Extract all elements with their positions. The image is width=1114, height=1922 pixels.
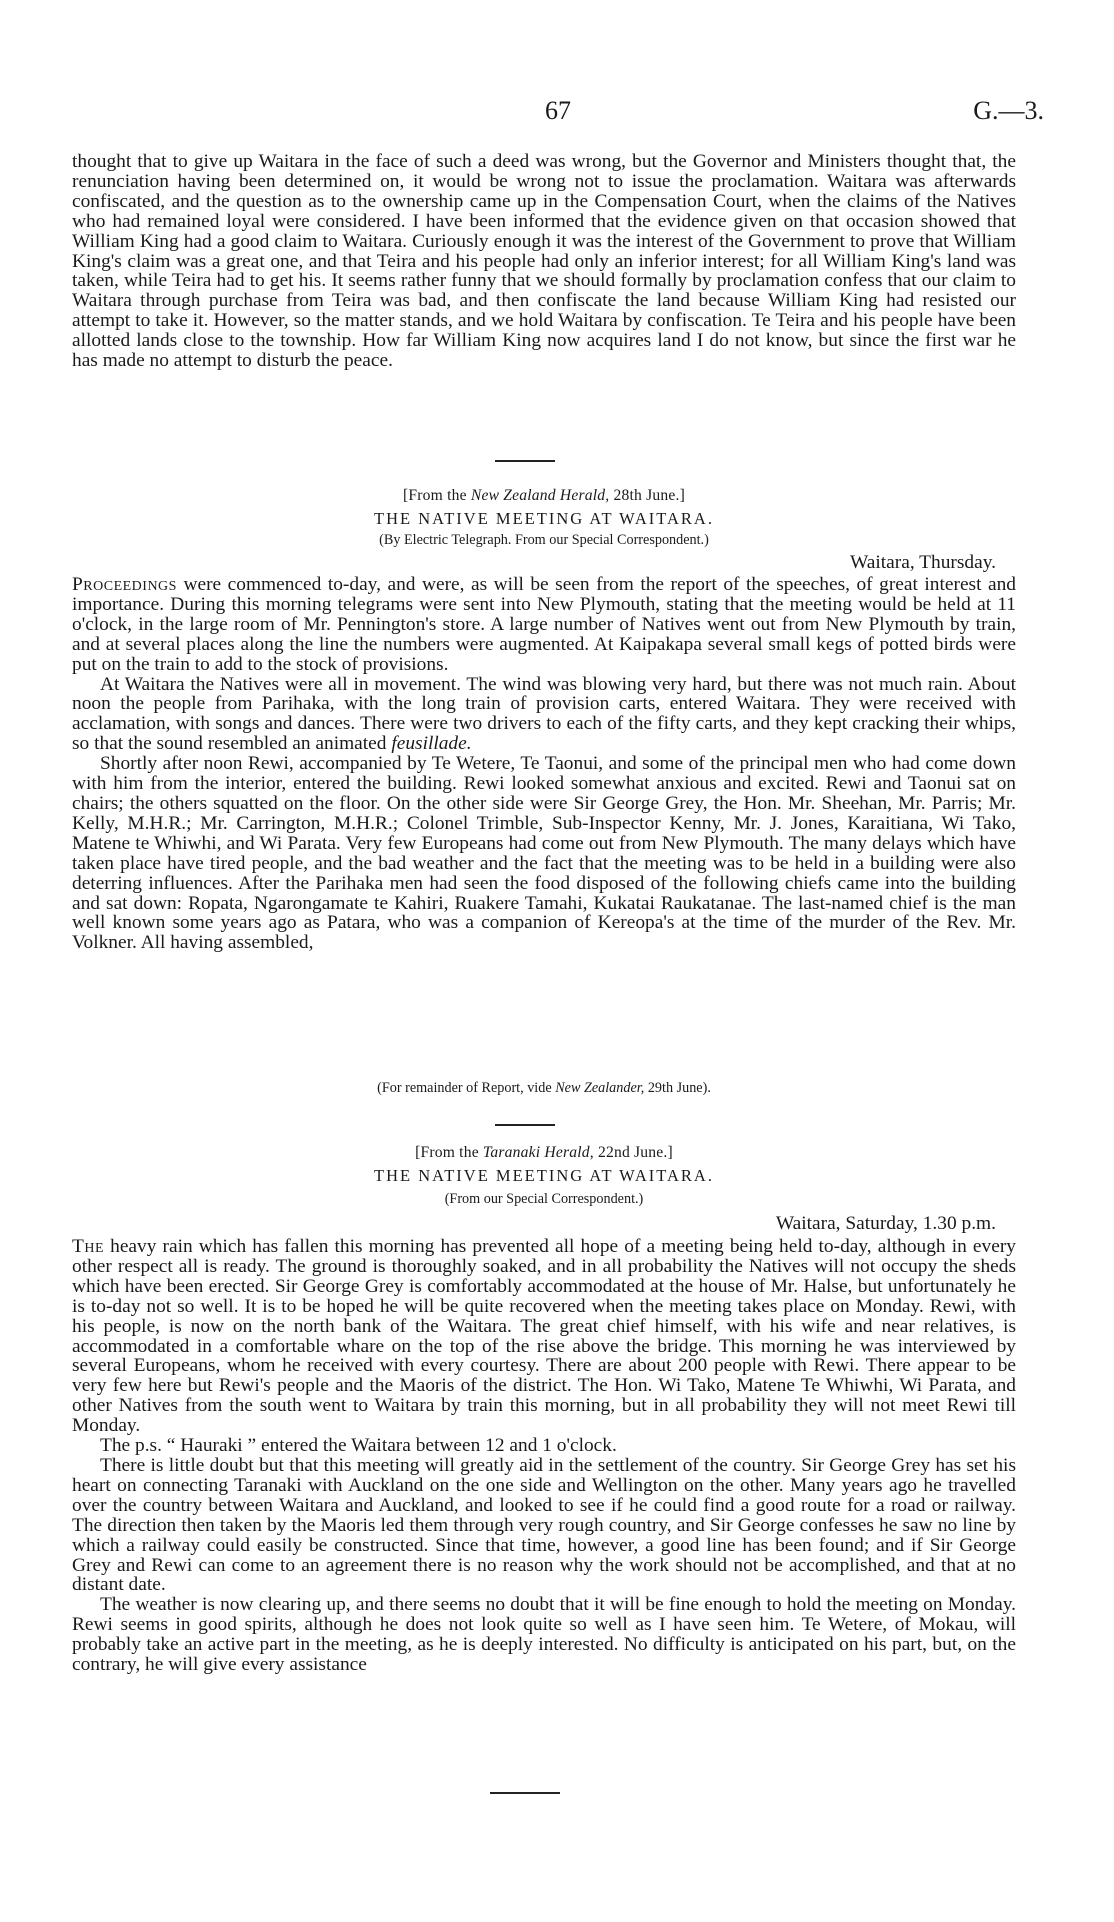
- section-divider: [495, 460, 555, 462]
- article1-lead-word: Proceedings: [72, 574, 177, 595]
- intro-paragraph-block: [72, 152, 1016, 371]
- article2-newspaper-name: Taranaki Herald,: [482, 1144, 594, 1161]
- series-reference: G.—3.: [973, 96, 1044, 125]
- article2-paragraph: The weather is now clearing up, and there seems no doubt that it will be fine enough to hold the meeting on Monday. Rewi seems in good spirits, although he does not look quite so well as I have seen him. Te Wetere, of Mokau, will probably take an active part in the meeting, as he is deeply interested. No difficulty is anticipated on his part, but, on the contrary, he will give every assistance: [72, 1594, 1016, 1676]
- article1-remainder-note: (For remainder of Report, vide New Zealander, 29th June).: [377, 1080, 711, 1096]
- article2-source: [From the Taranaki Herald, 22nd June.]: [415, 1144, 673, 1161]
- article2-paragraph: The heavy rain which has fallen this morning has prevented all hope of a meeting being held to-day, although in every other respect all is ready. The ground is thoroughly soaked, and in all probability the Natives will not occupy the sheds which have been erected. Sir George Grey is comfortably accommodated at the house of Mr. Halse, but unfortunately he is to-day not so well. It is to be hoped he will be quite recovered when the meeting takes place on Monday. Rewi, with his people, is now on the north bank of the Waitara. The great chief himself, with his wife and near relatives, is accommodated in a comfortable whare on the top of the rise above the bridge. This morning he was interviewed by several Europeans, whom he received with every courtesy. There are about 200 people with Rewi. There appear to be very few here but Rewi's people and the Maoris of the district. The Hon. Wi Tako, Matene Te Whiwhi, Wi Parata, and other Natives from the south went to Waitara by train this morning, but in all probability they will not meet Rewi till Monday.: [72, 1236, 1016, 1437]
- page-number: 67: [545, 96, 571, 125]
- article2-body: [72, 1237, 1016, 1675]
- article2-paragraph: There is little doubt but that this meeting will greatly aid in the settlement of the country. Sir George Grey has set his heart on connecting Taranaki with Auckland on the one side and Wellington on the other. Many years ago he travelled over the country between Waitara and Auckland, and looked to see if he could find a good route for a road or railway. The direction then taken by the Maoris led them through very rough country, and Sir George confesses he saw no line by which a railway could easily be constructed. Since that time, however, a good line has been found; and if Sir George Grey and Rewi can come to an agreement there is no reason why the work should not be accomplished, and that at no distant date.: [72, 1454, 1016, 1596]
- article1-paragraph: Proceedings were commenced to-day, and were, as will be seen from the report of the speeches, of great interest and importance. During this morning telegrams were sent into New Plymouth, stating that the meeting would be held at 11 o'clock, in the large room of Mr. Pennington's store. A large number of Natives went out from New Plymouth by train, and at several places along the line the numbers were augmented. At Kaipakapa several small kegs of potted birds were put on the train to add to the stock of provisions.: [72, 574, 1016, 675]
- article2-credit: (From our Special Correspondent.): [444, 1191, 644, 1207]
- article1-source: [From the New Zealand Herald, 28th June.]: [403, 487, 685, 504]
- section-divider: [495, 1124, 555, 1126]
- article1-body: [72, 575, 1016, 953]
- article1-newspaper-name: New Zealand Herald,: [470, 487, 610, 504]
- page-header: [72, 96, 1044, 130]
- article1-paragraph: Shortly after noon Rewi, accompanied by Te Wetere, Te Taonui, and some of the principal men who had come down with him from the interior, entered the building. Rewi looked somewhat anxious and excited. Rewi and Taonui sat on chairs; the others squatted on the floor. On the other side were Sir George Grey, the Hon. Mr. Sheehan, Mr. Parris; Mr. Kelly, M.H.R.; Mr. Carrington, M.H.R.; Colonel Trimble, Sub-Inspector Kenny, Mr. J. Jones, Karaitiana, Wi Tako, Matene te Whiwhi, and Wi Parata. Very few Europeans had come out from New Plymouth. The many delays which have taken place have tired people, and the bad weather and the fact that the meeting was to be held in a building were also deterring influences. After the Parihaka men had seen the food disposed of the following chiefs came into the building and sat down: Ropata, Ngarongamate te Kahiri, Ruakere Tamahi, Kukatai Raukatanae. The last-named chief is the man well known some years ago as Patara, who was a companion of Kereopa's at the time of the murder of the Rev. Mr. Volkner. All having assembled,: [72, 753, 1016, 954]
- intro-paragraph: thought that to give up Waitara in the face of such a deed was wrong, but the Governor and Ministers thought that, the renunciation having been determined on, it would be wrong not to issue the proclamation. Waitara was afterwards confiscated, and the question as to the ownership came up in the Compensation Court, when the claims of the Natives who had remained loyal were considered. I have been informed that the evidence given on that occasion showed that William King had a good claim to Waitara. Curiously enough it was the interest of the Government to prove that William King's claim was a great one, and that Teira and his people had only an inferior interest; for all William King's land was taken, while Teira had to get his. It seems rather funny that we should formally by proclamation confess that our claim to Waitara through purchase from Teira was bad, and then confiscate the land because William King had resisted our attempt to take it. However, so the matter stands, and we hold Waitara by confiscation. Te Teira and his people have been allotted lands close to the township. How far William King now acquires land I do not know, but since the first war he has made no attempt to disturb the peace.: [72, 151, 1016, 372]
- article1-headline: THE NATIVE MEETING AT WAITARA.: [374, 509, 714, 528]
- section-divider: [490, 1792, 560, 1794]
- article2-paragraph: The p.s. “ Hauraki ” entered the Waitara between 12 and 1 o'clock.: [100, 1435, 617, 1457]
- article2-dateline: Waitara, Saturday, 1.30 p.m.: [775, 1213, 996, 1234]
- article1-dateline: Waitara, Thursday.: [850, 552, 996, 573]
- article2-headline: THE NATIVE MEETING AT WAITARA.: [374, 1166, 714, 1185]
- article1-paragraph: At Waitara the Natives were all in movement. The wind was blowing very hard, but there was not much rain. About noon the people from Parihaka, with the long train of provision carts, entered Waitara. They were received with acclamation, with songs and dances. There were two drivers to each of the fifty carts, and they kept cracking their whips, so that the sound resembled an animated feusillade.: [72, 673, 1016, 755]
- article2-lead-word: The: [72, 1236, 105, 1257]
- article1-credit: (By Electric Telegraph. From our Special Correspondent.): [379, 532, 709, 548]
